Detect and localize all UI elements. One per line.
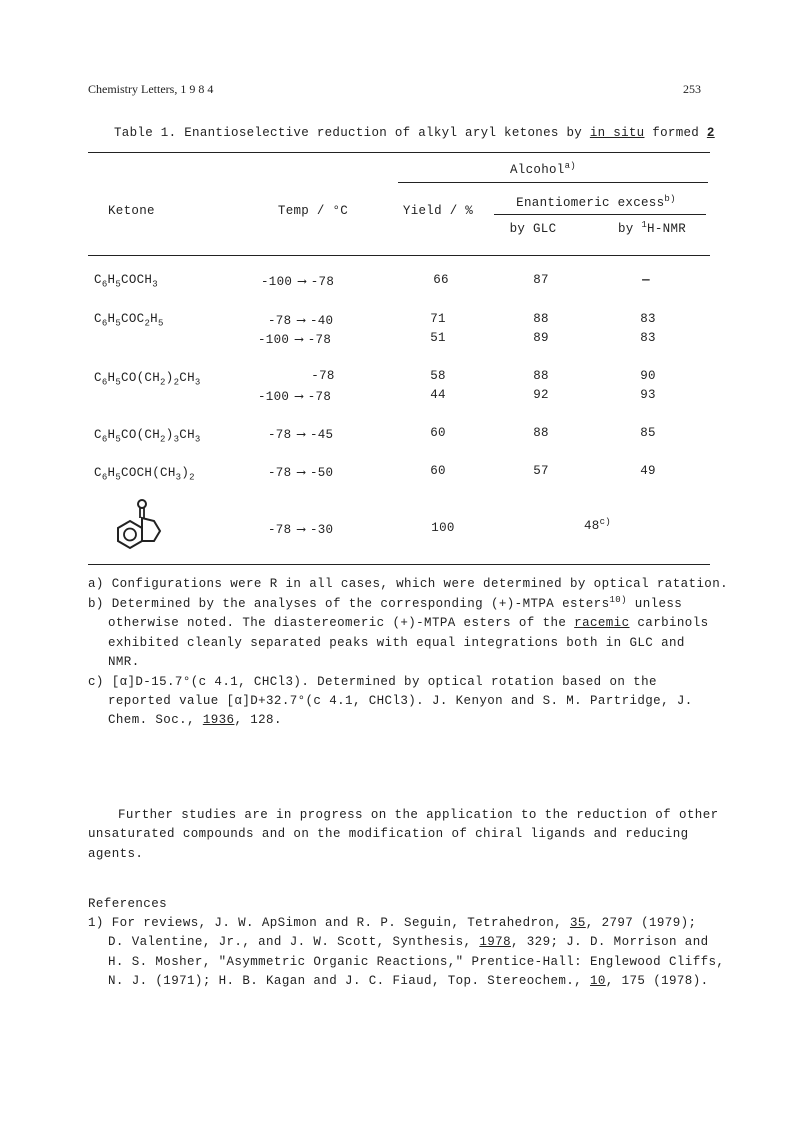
- ketone-row-1: $C_6H_5COCH_3$: [94, 273, 158, 290]
- temp-row-8: -78 ⟶ -30: [268, 523, 334, 537]
- temp-row-7: -78 ⟶ -50: [268, 466, 334, 480]
- glc-row-7: 57: [533, 464, 549, 478]
- nmr-row-7: 49: [640, 464, 656, 478]
- yield-header: Yield / %: [402, 204, 474, 218]
- table-bottom-rule: [88, 564, 710, 565]
- yield-row-8: 100: [431, 521, 455, 535]
- temp-row-3: -100 ⟶ -78: [258, 333, 332, 347]
- temp-header: Temp / °C: [277, 204, 349, 218]
- yield-row-1: 66: [433, 273, 449, 287]
- table-title: [114, 126, 715, 140]
- body-paragraph-line-2: unsaturated compounds and on the modification of chiral ligands and reducing: [88, 827, 689, 841]
- nmr-row-3: 83: [640, 331, 656, 345]
- compound-number: 2: [706, 126, 715, 140]
- ketone-row-2: $C_6H_5COC_2H_5$: [94, 312, 164, 329]
- glc-row-6: 88: [533, 426, 549, 440]
- nmr-row-6: 85: [640, 426, 656, 440]
- footnote-a: a) Configurations were R in all cases, which were determined by optical ratation.: [88, 577, 728, 591]
- alcohol-header: Alcohol$^{a)}$: [509, 160, 577, 177]
- body-paragraph-line-1: Further studies are in progress on the application to the reduction of other: [118, 808, 719, 822]
- table-title-text: Table 1. Enantioselective reduction of alkyl aryl ketones by: [114, 126, 590, 140]
- temp-row-5: -100 ⟶ -78: [258, 390, 332, 404]
- yield-row-4: 58: [430, 369, 446, 383]
- reference-1-line-2: D. Valentine, Jr., and J. W. Scott, Synthesis, 1978, 329; J. D. Morrison and: [108, 935, 709, 949]
- temp-row-2: -78 ⟶ -40: [268, 314, 334, 328]
- glc-row-4: 88: [533, 369, 549, 383]
- nmr-row-4: 90: [640, 369, 656, 383]
- reference-1-line-1: 1) For reviews, J. W. ApSimon and R. P. Seguin, Tetrahedron, 35, 2797 (1979);: [88, 916, 697, 930]
- reference-1-line-3: H. S. Mosher, "Asymmetric Organic Reactions," Prentice-Hall: Englewood Cliffs,: [108, 955, 725, 969]
- footnote-b-line-1: b) Determined by the analyses of the corresponding (+)-MTPA esters$^{10)}$ unless: [88, 594, 683, 611]
- tetralone-structure: [108, 496, 168, 550]
- footnote-c-line-3: Chem. Soc., 1936, 128.: [108, 713, 282, 727]
- ketone-row-6: $C_6H_5CO(CH_2)_3CH_3$: [94, 428, 201, 445]
- table-title-suffix: formed: [644, 126, 707, 140]
- table-header-rule: [88, 255, 710, 256]
- glc-row-5: 92: [533, 388, 549, 402]
- nmr-row-1: —: [642, 273, 650, 287]
- table-top-rule: [88, 152, 710, 153]
- ketone-row-4: $C_6H_5CO(CH_2)_2CH_3$: [94, 371, 201, 388]
- ee-header: Enantiomeric excess$^{b)}$: [516, 193, 676, 210]
- glc-row-3: 89: [533, 331, 549, 345]
- glc-row-2: 88: [533, 312, 549, 326]
- nmr-row-5: 93: [640, 388, 656, 402]
- ee-rule: [494, 214, 706, 215]
- glc-row-1: 87: [533, 273, 549, 287]
- reference-1-line-4: N. J. (1971); H. B. Kagan and J. C. Fiaud, Top. Stereochem., 10, 175 (1978).: [108, 974, 709, 988]
- in-situ-text: in situ: [589, 126, 645, 140]
- temp-row-1: -100 ⟶ -78: [261, 275, 335, 289]
- footnote-c-line-1: c) [α]D-15.7°(c 4.1, CHCl3). Determined by optical rotation based on the: [88, 675, 657, 689]
- footnote-b-line-2: otherwise noted. The diastereomeric (+)-MTPA esters of the racemic carbinols: [108, 616, 709, 630]
- by-glc-header: by GLC: [509, 222, 557, 236]
- yield-row-7: 60: [430, 464, 446, 478]
- footnote-b-line-3: exhibited cleanly separated peaks with equal integrations both in GLC and: [108, 636, 685, 650]
- ee-row-8: 48$^{c)}$: [584, 516, 612, 533]
- journal-header: Chemistry Letters, 1 9 8 4: [88, 82, 214, 96]
- ketone-row-7: $C_6H_5COCH(CH_3)_2$: [94, 466, 195, 483]
- references-heading: References: [88, 897, 168, 911]
- page-number: 253: [683, 82, 701, 96]
- ketone-header: Ketone: [108, 204, 155, 218]
- footnote-c-line-2: reported value [α]D+32.7°(c 4.1, CHCl3). J. Kenyon and S. M. Partridge, J.: [108, 694, 693, 708]
- nmr-row-2: 83: [640, 312, 656, 326]
- yield-row-6: 60: [430, 426, 446, 440]
- alcohol-rule: [398, 182, 708, 183]
- yield-row-2: 71: [430, 312, 446, 326]
- footnote-b-line-4: NMR.: [108, 655, 140, 669]
- yield-row-3: 51: [430, 331, 446, 345]
- yield-row-5: 44: [430, 388, 446, 402]
- temp-row-4: -78: [311, 369, 335, 383]
- body-paragraph-line-3: agents.: [88, 847, 144, 861]
- temp-row-6: -78 ⟶ -45: [268, 428, 334, 442]
- by-nmr-header: by $^1$H-NMR: [617, 219, 687, 236]
